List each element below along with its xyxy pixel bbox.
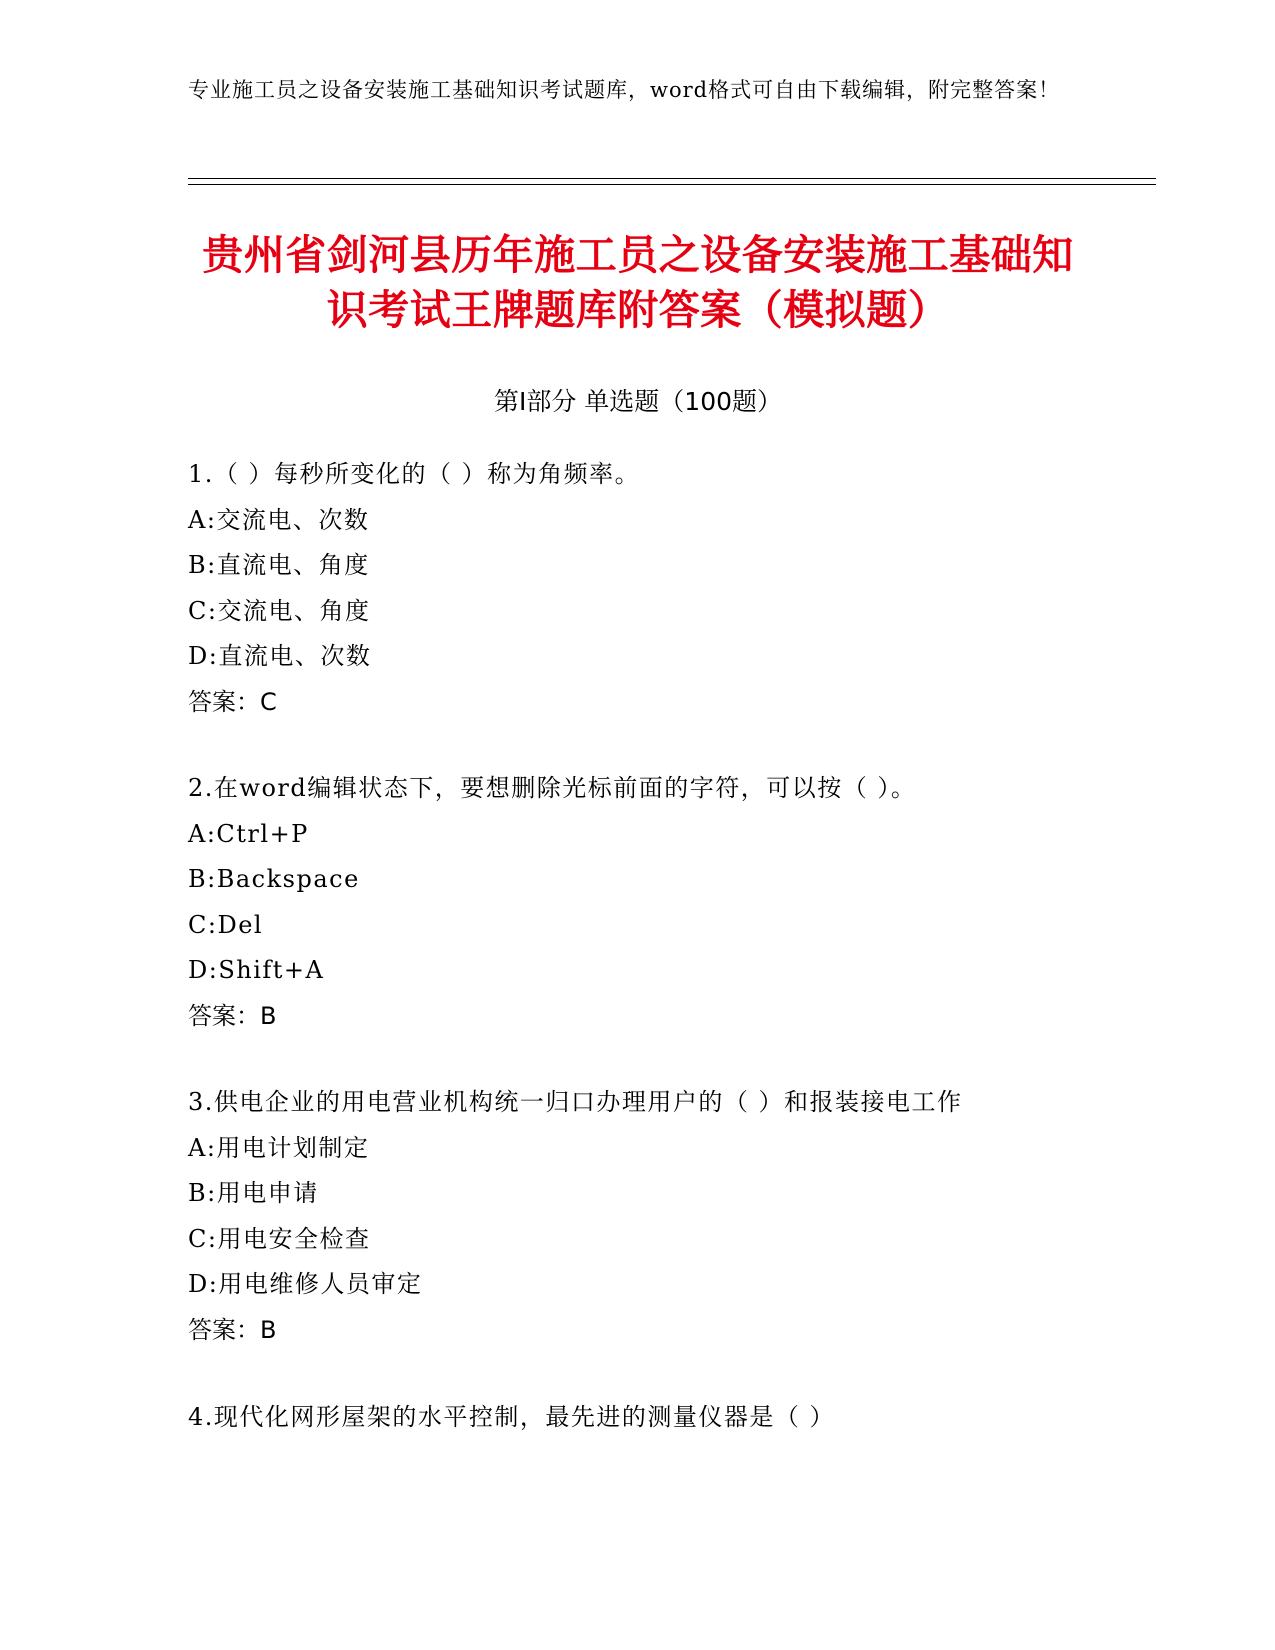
section-heading: 第Ⅰ部分 单选题（100题） bbox=[493, 387, 783, 416]
option-d: D:用电维修人员审定 bbox=[188, 1270, 423, 1298]
option-a: A:Ctrl+P bbox=[188, 819, 309, 848]
question-4 bbox=[188, 1395, 1138, 1441]
option-c: C:用电安全检查 bbox=[188, 1224, 371, 1253]
question-3 bbox=[188, 1080, 1138, 1353]
option-c: C:Del bbox=[188, 910, 264, 939]
answer: 答案：B bbox=[188, 1315, 277, 1344]
option-a: A:交流电、次数 bbox=[188, 505, 370, 534]
question-1 bbox=[188, 452, 1138, 725]
answer: 答案：C bbox=[188, 687, 277, 716]
answer: 答案：B bbox=[188, 1001, 277, 1030]
option-b: B:直流电、角度 bbox=[188, 551, 370, 579]
question-2 bbox=[188, 766, 1138, 1039]
option-d: D:Shift+A bbox=[188, 956, 325, 984]
option-c: C:交流电、角度 bbox=[188, 596, 371, 625]
option-b: B:Backspace bbox=[188, 865, 360, 893]
option-d: D:直流电、次数 bbox=[188, 642, 372, 670]
question-stem: 3.供电企业的用电营业机构统一归口办理用户的（ ）和报装接电工作 bbox=[188, 1088, 963, 1116]
option-b: B:用电申请 bbox=[188, 1179, 319, 1207]
document-title: 贵州省剑河县历年施工员之设备安装施工基础知识考试王牌题库附答案（模拟题） bbox=[202, 231, 1074, 334]
option-a: A:用电计划制定 bbox=[188, 1133, 370, 1162]
header-divider-thick bbox=[188, 178, 1156, 179]
question-stem: 2.在word编辑状态下，要想删除光标前面的字符，可以按（ ）。 bbox=[188, 774, 917, 802]
header-note: 专业施工员之设备安装施工基础知识考试题库，word格式可自由下载编辑，附完整答案！ bbox=[188, 78, 1061, 102]
question-stem: 4.现代化网形屋架的水平控制，最先进的测量仪器是（ ） bbox=[188, 1403, 836, 1431]
header-divider-thin bbox=[188, 184, 1156, 185]
question-stem: 1.（ ）每秒所变化的（ ）称为角频率。 bbox=[188, 460, 641, 488]
